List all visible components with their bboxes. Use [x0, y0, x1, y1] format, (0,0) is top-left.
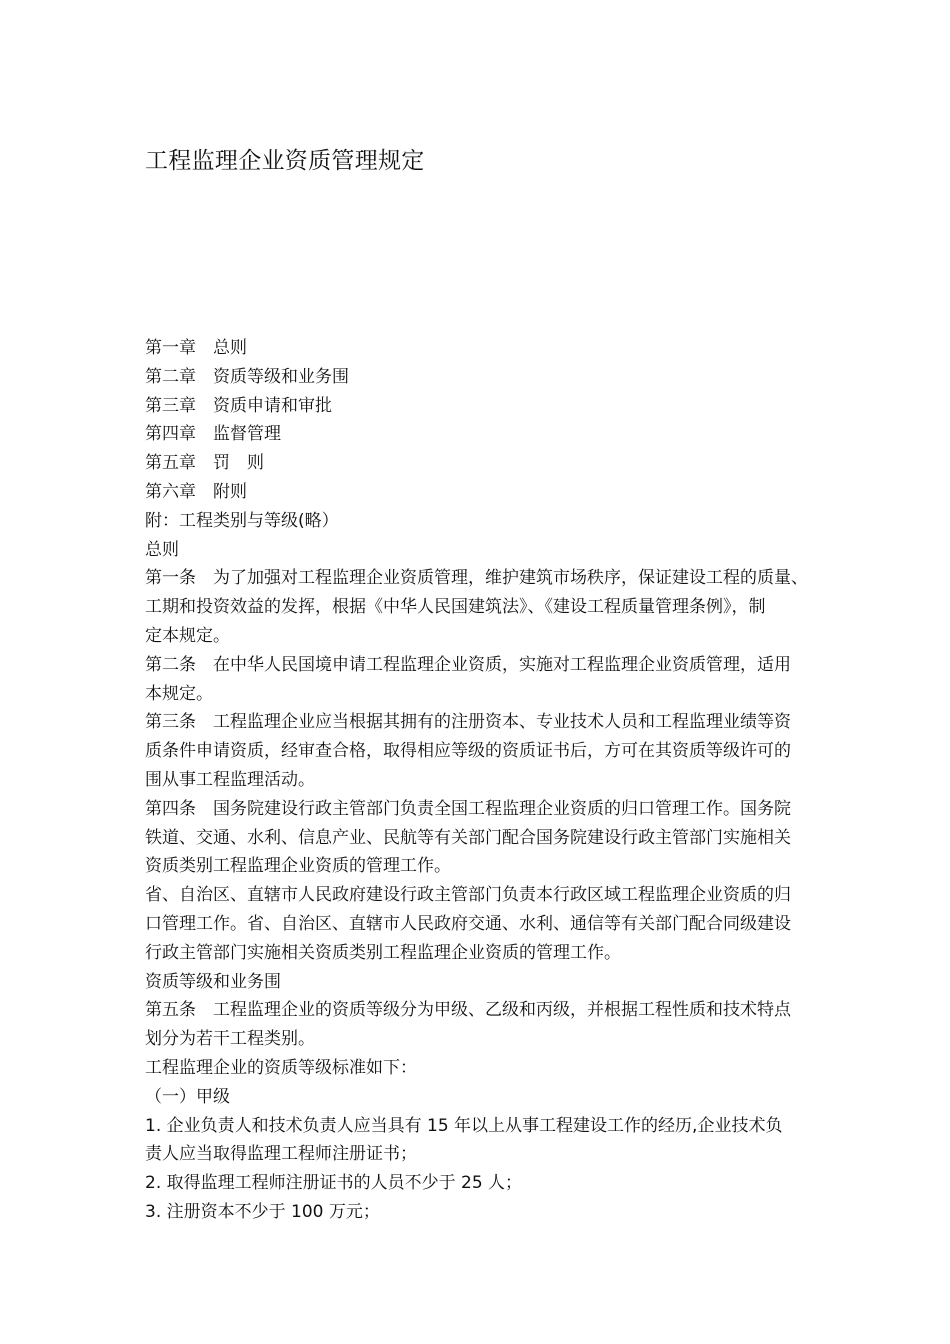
paragraph-line: 工程监理企业的资质等级标准如下：	[145, 1057, 417, 1078]
article-4-line: 资质类别工程监理企业资质的管理工作。	[145, 856, 451, 877]
list-item-3: 3. 注册资本不少于 100 万元；	[145, 1201, 380, 1222]
subheading-grade-a: （一）甲级	[145, 1086, 230, 1107]
article-3-line: 第三条 工程监理企业应当根据其拥有的注册资本、专业技术人员和工程监理业绩等资	[145, 712, 791, 733]
article-2-line: 本规定。	[145, 683, 213, 704]
article-4-line: 铁道、交通、水利、信息产业、民航等有关部门配合国务院建设行政主管部门实施相关	[145, 827, 791, 848]
article-1-line: 定本规定。	[145, 625, 230, 646]
paragraph-line: 行政主管部门实施相关资质类别工程监理企业资质的管理工作。	[145, 942, 621, 963]
paragraph-line: 口管理工作。省、自治区、直辖市人民政府交通、水利、通信等有关部门配合同级建设	[145, 913, 791, 934]
article-3-line: 围从事工程监理活动。	[145, 769, 315, 790]
list-item-2: 2. 取得监理工程师注册证书的人员不少于 25 人；	[145, 1173, 523, 1194]
list-item-1-line: 责人应当取得监理工程师注册证书；	[145, 1144, 417, 1165]
article-2-line: 第二条 在中华人民国境申请工程监理企业资质，实施对工程监理企业资质管理，适用	[145, 654, 791, 675]
section-heading: 总则	[145, 539, 179, 560]
toc-chapter-5: 第五章 罚 则	[145, 453, 264, 474]
article-5-line: 第五条 工程监理企业的资质等级分为甲级、乙级和丙级，并根据工程性质和技术特点	[145, 1000, 791, 1021]
article-4-line: 第四条 国务院建设行政主管部门负责全国工程监理企业资质的归口管理工作。国务院	[145, 798, 791, 819]
article-3-line: 质条件申请资质，经审查合格，取得相应等级的资质证书后，方可在其资质等级许可的	[145, 741, 791, 762]
list-item-1-line: 1. 企业负责人和技术负责人应当具有 15 年以上从事工程建设工作的经历,企业技术负	[145, 1115, 783, 1136]
document-title: 工程监理企业资质管理规定	[145, 148, 425, 174]
toc-appendix: 附：工程类别与等级(略）	[145, 510, 339, 531]
toc-chapter-3: 第三章 资质申请和审批	[145, 395, 332, 416]
toc-chapter-2: 第二章 资质等级和业务围	[145, 366, 349, 387]
toc-chapter-1: 第一章 总则	[145, 338, 247, 358]
article-1-line: 工期和投资效益的发挥，根据《中华人民国建筑法》、《建设工程质量管理条例》，制	[145, 597, 766, 618]
section-heading: 资质等级和业务围	[145, 971, 281, 992]
article-5-line: 划分为若干工程类别。	[145, 1029, 315, 1050]
toc-chapter-4: 第四章 监督管理	[145, 424, 281, 445]
article-1-line: 第一条 为了加强对工程监理企业资质管理，维护建筑市场秩序，保证建设工程的质量、	[145, 568, 808, 589]
document-body	[145, 334, 890, 1227]
paragraph-line: 省、自治区、直辖市人民政府建设行政主管部门负责本行政区域工程监理企业资质的归	[145, 885, 791, 906]
toc-chapter-6: 第六章 附则	[145, 481, 247, 502]
